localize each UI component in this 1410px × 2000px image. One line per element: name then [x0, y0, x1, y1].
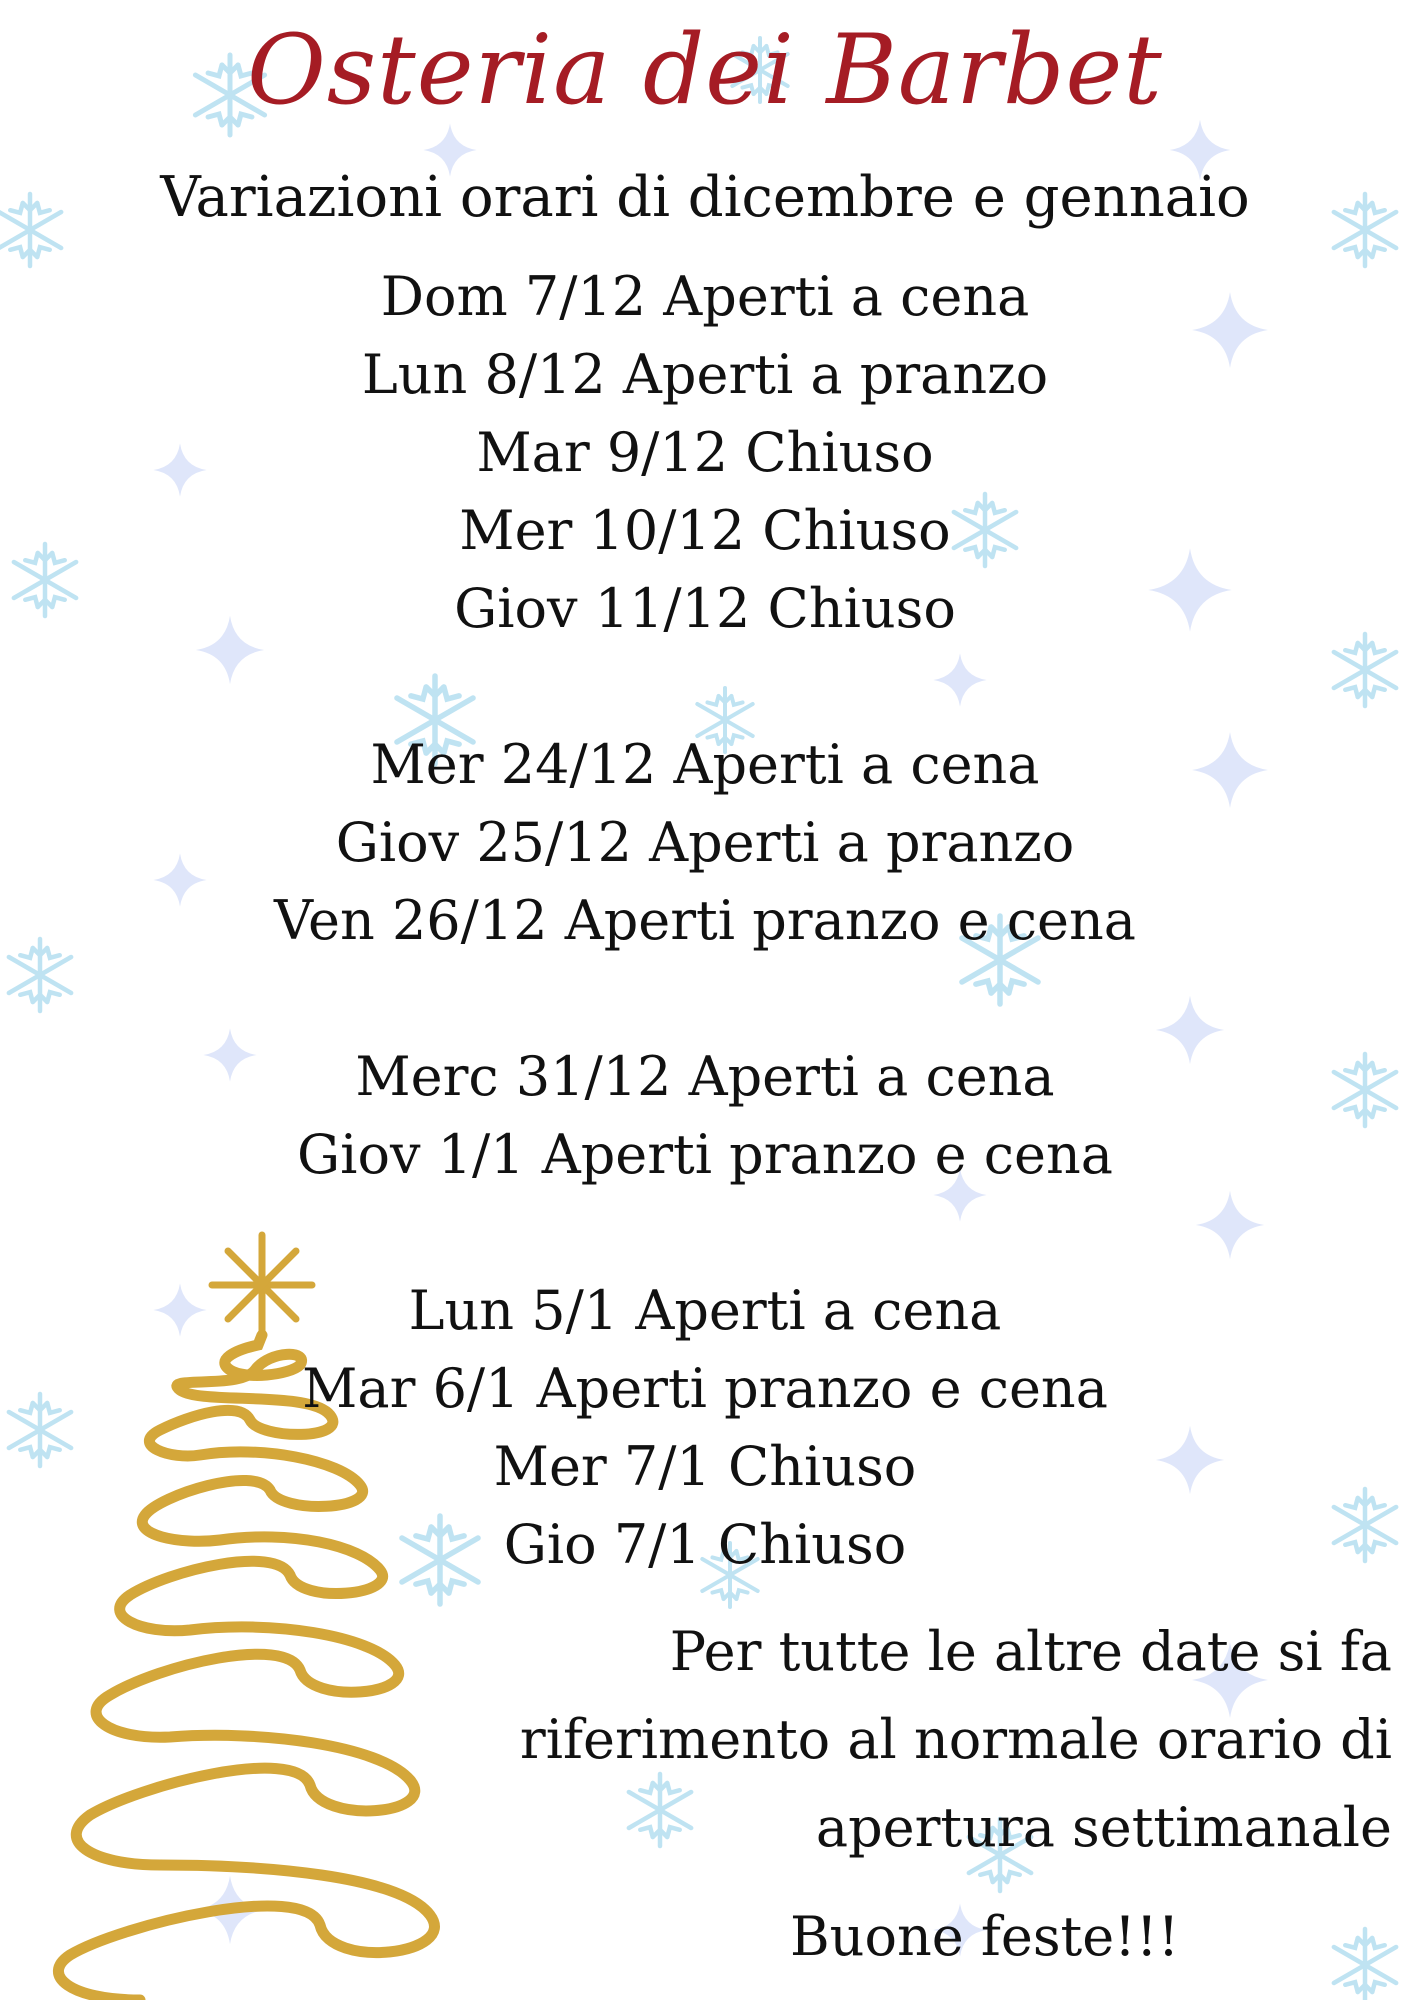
schedule-row: Giov 25/12 Aperti a pranzo	[335, 811, 1075, 874]
schedule-row: Lun 8/12 Aperti a pranzo	[361, 343, 1049, 406]
schedule-row: Ven 26/12 Aperti pranzo e cena	[274, 889, 1136, 952]
schedule-group-january	[0, 1272, 1410, 1584]
schedule-row: Mar 9/12 Chiuso	[476, 421, 934, 484]
note-line: Per tutte le altre date si fa	[669, 1620, 1392, 1683]
schedule-row: Mer 10/12 Chiuso	[459, 499, 951, 562]
schedule-row: Mer 7/1 Chiuso	[493, 1435, 917, 1498]
schedule-group-new-year	[0, 1038, 1410, 1194]
closing-greeting: Buone feste!!!	[790, 1905, 1180, 1968]
page-subtitle: Variazioni orari di dicembre e gennaio	[160, 165, 1250, 230]
schedule-row: Mar 6/1 Aperti pranzo e cena	[302, 1357, 1108, 1420]
general-note	[492, 1608, 1392, 1872]
note-line: riferimento al normale orario di	[519, 1708, 1392, 1771]
schedule-row: Lun 5/1 Aperti a cena	[408, 1279, 1002, 1342]
schedule-row: Mer 24/12 Aperti a cena	[370, 733, 1040, 796]
schedule-row: Gio 7/1 Chiuso	[503, 1513, 907, 1576]
restaurant-title: Osteria dei Barbet	[247, 14, 1163, 126]
schedule-row: Giov 11/12 Chiuso	[454, 577, 956, 640]
schedule-group-early-december	[0, 258, 1410, 648]
schedule-row: Giov 1/1 Aperti pranzo e cena	[297, 1123, 1113, 1186]
schedule-row: Dom 7/12 Aperti a cena	[380, 265, 1030, 328]
schedule-group-christmas	[0, 726, 1410, 960]
note-line: apertura settimanale	[815, 1796, 1392, 1859]
schedule-row: Merc 31/12 Aperti a cena	[355, 1045, 1055, 1108]
schedule-list	[0, 258, 1410, 1584]
